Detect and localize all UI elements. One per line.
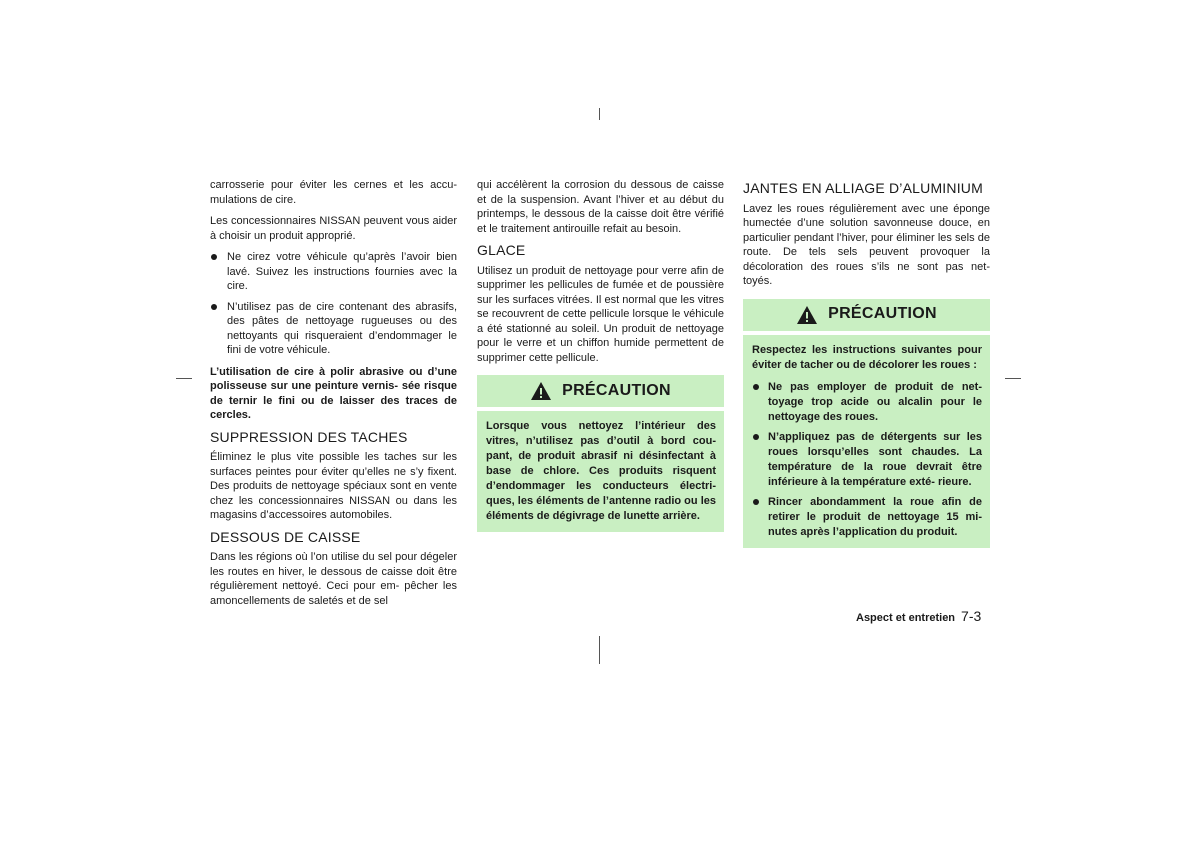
paragraph-concessionnaires: Les concessionnaires NISSAN peuvent vous aider à choisir un produit approprié. (210, 215, 457, 242)
list-item: Rincer abondamment la roue afin de retirer le produit de nettoyage 15 mi- nutes après l’application du produit. (752, 495, 982, 540)
right-margin-mark (1005, 378, 1021, 379)
caution-bullet-list (752, 380, 982, 540)
bullet-dot (211, 304, 217, 310)
left-margin-mark (176, 378, 192, 379)
section-title: Aspect et entretien (856, 612, 956, 624)
column-right (743, 178, 990, 548)
top-center-mark (599, 108, 600, 120)
bottom-center-mark (599, 636, 600, 664)
heading-suppression-taches: SUPPRESSION DES TACHES (210, 428, 408, 445)
heading-dessous-caisse: DESSOUS DE CAISSE (210, 528, 361, 545)
paragraph-cire-intro: carrosserie pour éviter les cernes et les accu- mulations de cire. (210, 179, 457, 206)
heading-glace: GLACE (477, 242, 526, 258)
warning-triangle-icon (530, 381, 552, 401)
page-number: 7-3 (961, 608, 982, 624)
paragraph-jantes: Lavez les roues régulièrement avec une éponge humectée d’une solution savonneuse douce, en particulier pendant l’hiver, pour éliminer les sels de route. De tels sels peuvent provoquer la décoloration des roues s’ils ne sont pas net- toyés. (743, 202, 990, 287)
column-middle (477, 178, 724, 532)
list-item: Ne pas employer de produit de net- toyage trop acide ou alcalin pour le nettoyage des roues. (752, 380, 982, 425)
caution-header-jantes (743, 299, 990, 331)
bullet-dot (753, 434, 759, 440)
heading-jantes: JANTES EN ALLIAGE D’ALUMINIUM (743, 180, 983, 196)
caution-title: PRÉCAUTION (828, 305, 937, 323)
caution-title: PRÉCAUTION (562, 381, 671, 399)
caution-intro: Respectez les instructions suivantes pour éviter de tacher ou de décolorer les roues : (752, 343, 982, 371)
list-item: N’utilisez pas de cire contenant des abrasifs, des pâtes de nettoyage rugueuses ou des nettoyants qui risqueraient d’endommager le fini de votre véhicule. (210, 300, 457, 358)
paragraph-glace: Utilisez un produit de nettoyage pour verre afin de supprimer les pellicules de fumée et de poussière sur les surfaces vitrées. Il est normal que les vitres se recouvrent de cette pellicule lorsque le véhicule a été stationné au soleil. Un produit de nettoyage pour le verre et un chiffon humide permettent de supprimer cette pellicule. (477, 264, 724, 364)
list-item: Ne cirez votre véhicule qu’après l’avoir bien lavé. Suivez les instructions fournies avec la cire. (210, 250, 457, 294)
caution-body-glace (477, 411, 724, 532)
paragraph-corrosion: qui accélèrent la corrosion du dessous de caisse et de la suspension. Avant l’hiver et au début du printemps, le dessous de la caisse doit être vérifié et le traitement antirouille refait au besoin. (477, 179, 724, 235)
paragraph-dessous-caisse: Dans les régions où l’on utilise du sel pour dégeler les routes en hiver, le dessous de caisse doit être régulièrement nettoyé. Ceci pour em- pêcher les amoncellements de saletés et de sel (210, 551, 457, 607)
list-item: N’appliquez pas de détergents sur les roues lorsqu’elles sont chaudes. La température de la roue devrait être inférieure à la température exté- rieure. (752, 430, 982, 490)
bullet-dot (753, 384, 759, 390)
caution-body-jantes (743, 335, 990, 548)
cire-bullet-list (210, 250, 457, 358)
caution-header-glace (477, 375, 724, 407)
bullet-dot (211, 254, 217, 260)
paragraph-taches: Éliminez le plus vite possible les taches sur les surfaces peintes pour éviter qu’elles ne s’y fixent. Des produits de nettoyage spéciaux sont en vente chez les concessionnaires NISSAN ou dans les magasins d’accessoires automobiles. (210, 451, 457, 521)
warning-triangle-icon (796, 305, 818, 325)
bullet-dot (753, 499, 759, 505)
warning-paragraph: L’utilisation de cire à polir abrasive ou d’une polisseuse sur une peinture vernis- sée risque de ternir le fini ou de laisser des traces de cercles. (210, 365, 457, 421)
caution-text: Lorsque vous nettoyez l’intérieur des vitres, n’utilisez pas d’outil à bord cou- pant, de produit abrasif ni désinfectant à base de chlore. Ces produits risquent d’endommager les conducteurs électri- ques, les éléments de l’antenne radio ou les éléments de dégivrage de lunette arrière. (486, 420, 716, 522)
page-footer (856, 608, 981, 624)
column-left (210, 178, 457, 615)
